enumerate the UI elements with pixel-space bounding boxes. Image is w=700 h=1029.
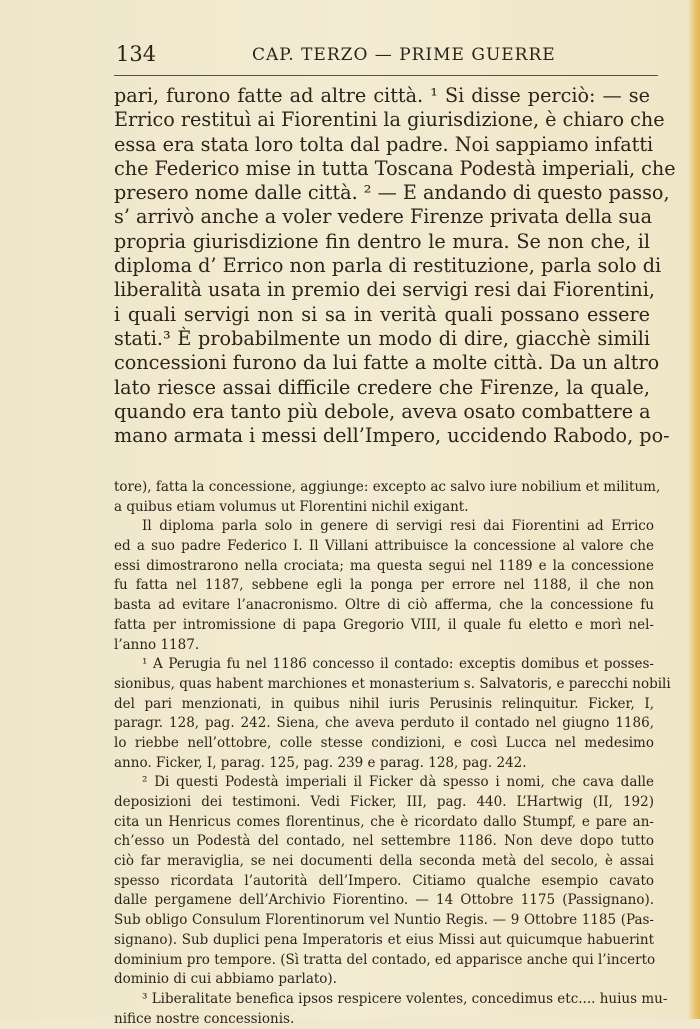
footnote-line: a quibus etiam volumus ut Florentini nichil exigant. xyxy=(114,498,469,515)
footnote-line: fu fatta nel 1187, sebbene egli la ponga per errore nel 1188, il che non xyxy=(114,577,654,594)
text-line: propria giurisdizione fin dentro le mura. Se non che, il xyxy=(114,229,650,253)
text-line: presero nome dalle città. ² — E andando di questo passo, xyxy=(114,181,670,205)
footnote-1-line: paragr. 128, pag. 242. Siena, che aveva perduto il contado nel giugno 1186, xyxy=(114,715,654,732)
footnote-2-line: spesso ricordata l’autorità dell’Impero. Citiamo qualche esempio cavato xyxy=(114,872,654,889)
footnote-line: ed a suo padre Federico I. Il Villani attribuisce la concessione al valore che xyxy=(114,538,654,555)
footnote-2-line: signano). Sub duplici pena Imperatoris et eius Missi aut quicumque habuerint xyxy=(114,931,654,948)
page-number: 134 xyxy=(116,42,157,66)
footnote-1-line: del pari menzionati, in quibus nihil iuris Perusinis relinquitur. Ficker, I, xyxy=(114,695,654,712)
page-header xyxy=(116,42,676,70)
footnote-3-line: ³ Liberalitate benefica ipsos respicere volentes, concedimus etc.... huius mu- xyxy=(142,990,668,1007)
footnote-2-line: dominium pro tempore. (Sì tratta del contado, ed apparisce anche qui l’incerto xyxy=(114,951,656,968)
footnote-1-line: sionibus, quas habent marchiones et monasterium s. Salvatoris, e parecchi nobili xyxy=(114,675,671,692)
footnote-2-line: cita un Henricus comes florentinus, che è ricordato dallo Stumpf, e pare an- xyxy=(114,813,654,830)
footnote-2-line: ch’esso un Podestà del contado, nel settembre 1186. Non deve dopo tutto xyxy=(114,833,654,850)
footnote-line: fatta per intromissione di papa Gregorio VIII, il quale fu eletto e morì nel- xyxy=(114,616,654,633)
text-line: concessioni furono da lui fatte a molte città. Da un altro xyxy=(114,351,660,375)
text-line: lato riesce assai difficile credere che Firenze, la quale, xyxy=(114,375,650,399)
footnote-1-line: lo riebbe nell’ottobre, colle stesse condizioni, e così Lucca nel medesimo xyxy=(114,734,654,751)
main-text xyxy=(114,84,676,448)
footnote-2-line: ciò far meraviglia, se nei documenti della seconda metà del secolo, è assai xyxy=(114,853,654,870)
header-rule xyxy=(114,75,658,76)
footnote-line: basta ad evitare l’anacronismo. Oltre di ciò afferma, che la concessione fu xyxy=(114,597,654,614)
footnote-1-line: anno. Ficker, I, parag. 125, pag. 239 e parag. 128, pag. 242. xyxy=(114,754,527,771)
footnote-1-line: ¹ A Perugia fu nel 1186 concesso il contado: exceptis domibus et posses- xyxy=(142,656,654,673)
footnote-line: l’anno 1187. xyxy=(114,636,200,653)
text-line: mano armata i messi dell’Impero, uccidendo Rabodo, po- xyxy=(114,424,670,448)
text-line: s’ arrivò anche a voler vedere Firenze privata della sua xyxy=(114,205,653,229)
text-line: pari, furono fatte ad altre città. ¹ Si disse perciò: — se xyxy=(114,84,650,107)
footnote-2-line: ² Di questi Podestà imperiali il Ficker dà spesso i nomi, che cava dalle xyxy=(142,774,654,791)
text-line: che Federico mise in tutta Toscana Podestà imperiali, che xyxy=(114,156,676,180)
footnote-2-line: dominio di cui abbiamo parlato). xyxy=(114,971,337,988)
footnote-3-line: nifice nostre concessionis. xyxy=(114,1010,295,1027)
footnote-2-line: Sub obligo Consulum Florentinorum vel Nuntio Regis. — 9 Ottobre 1185 (Pas- xyxy=(114,912,654,929)
text-line: liberalità usata in premio dei servigi resi dai Fiorentini, xyxy=(114,278,655,302)
footnote-line: tore), fatta la concessione, aggiunge: excepto ac salvo iure nobilium et militum, xyxy=(114,479,661,495)
footnote-line: essi dimostrarono nella crociata; ma questa segui nel 1189 e la concessione xyxy=(114,557,654,574)
footnote-2-line: deposizioni dei testimoni. Vedi Ficker, III, pag. 440. L’Hartwig (II, 192) xyxy=(114,794,654,810)
footnote-2-line: dalle pergamene dell’Archivio Fiorentino. — 14 Ottobre 1175 (Passignano). xyxy=(114,892,654,909)
text-line: essa era stata loro tolta dal padre. Noi sappiamo infatti xyxy=(114,132,654,156)
footnote-line: Il diploma parla solo in genere di servigi resi dai Fiorentini ad Errico xyxy=(142,518,654,535)
text-line: i quali servigi non si sa in verità quali possano essere xyxy=(114,302,650,326)
page-edge xyxy=(688,0,700,1019)
footnotes xyxy=(114,478,671,1029)
text-line: stati.³ È probabilmente un modo di dire, giacchè simili xyxy=(114,326,650,350)
text-line: Errico restituì ai Fiorentini la giurisdizione, è chiaro che xyxy=(114,108,665,132)
text-line: diploma d’ Errico non parla di restituzione, parla solo di xyxy=(114,254,662,278)
running-head: CAP. TERZO — PRIME GUERRE xyxy=(252,45,556,65)
text-line: quando era tanto più debole, aveva osato combattere a xyxy=(114,399,651,423)
